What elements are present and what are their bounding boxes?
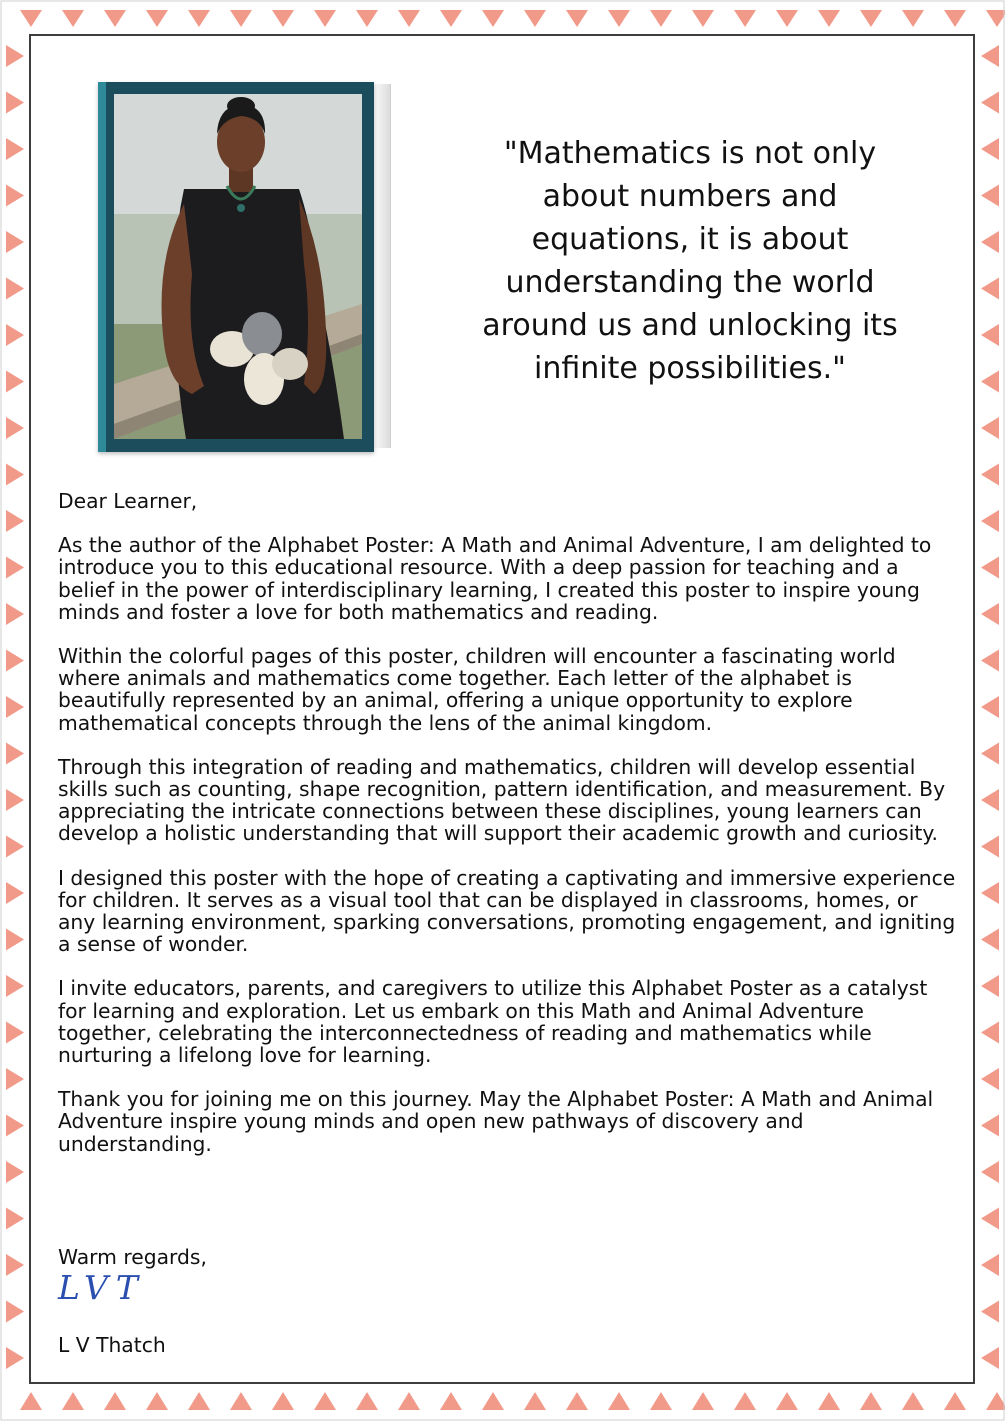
letter-paragraph-3: Through this integration of reading and mathematics, children will develop essential skills such as counting, shape recognition, pattern identification, and measurement. By appreciating the intricate connections between these disciplines, young learners can develop a holistic understanding that will support their academic growth and curiosity. xyxy=(58,754,946,846)
border-triangle xyxy=(981,138,999,160)
border-triangle xyxy=(6,650,24,672)
border-triangle xyxy=(981,1208,999,1230)
border-triangle xyxy=(608,10,630,27)
salutation: Dear Learner, xyxy=(58,489,198,513)
border-triangle xyxy=(6,371,24,393)
border-triangle xyxy=(860,10,882,27)
border-triangle xyxy=(6,138,24,160)
border-triangle xyxy=(818,1392,840,1410)
border-triangle xyxy=(62,1392,84,1410)
border-triangle xyxy=(6,1347,24,1369)
letter-paragraph-4: I designed this poster with the hope of creating a captivating and immersive experience for children. It serves as a visual tool that can be displayed in classrooms, homes, or any learning environment, sparking conversations, promoting engagement, and igniting a sense of wonder. xyxy=(58,865,956,957)
border-triangle xyxy=(104,10,126,27)
border-triangle xyxy=(6,1161,24,1183)
border-triangle xyxy=(650,1392,672,1410)
letter-body xyxy=(58,490,958,1177)
border-triangle xyxy=(188,10,210,27)
border-triangle xyxy=(981,557,999,579)
border-triangle xyxy=(566,10,588,27)
border-triangle xyxy=(981,92,999,114)
border-triangle xyxy=(981,743,999,765)
border-triangle xyxy=(981,417,999,439)
border-triangle xyxy=(440,10,462,27)
border-triangle xyxy=(440,1392,462,1410)
border-triangle xyxy=(104,1392,126,1410)
border-triangle xyxy=(860,1392,882,1410)
border-triangle xyxy=(981,278,999,300)
border-triangle xyxy=(981,1022,999,1044)
border-triangle xyxy=(6,975,24,997)
book-cover-image xyxy=(98,72,394,452)
border-triangle xyxy=(230,10,252,27)
border-triangle xyxy=(6,696,24,718)
border-triangle xyxy=(981,324,999,346)
border-triangle xyxy=(981,1115,999,1137)
border-triangle xyxy=(818,10,840,27)
border-triangle xyxy=(981,371,999,393)
border-triangle xyxy=(20,1392,42,1410)
border-triangle xyxy=(6,929,24,951)
border-triangle xyxy=(981,510,999,532)
border-triangle xyxy=(6,789,24,811)
border-triangle xyxy=(482,10,504,27)
border-triangle xyxy=(902,1392,924,1410)
border-triangle xyxy=(6,510,24,532)
border-triangle xyxy=(981,185,999,207)
border-triangle xyxy=(6,557,24,579)
border-triangle xyxy=(62,10,84,27)
border-triangle xyxy=(398,1392,420,1410)
letter-paragraph-6: Thank you for joining me on this journey. May the Alphabet Poster: A Math and Animal Adventure inspire young minds and open new pathways of discovery and understanding. xyxy=(58,1087,934,1156)
border-triangle xyxy=(6,417,24,439)
author-quote: "Mathematics is not only about numbers and equations, it is about understanding the world around us and unlocking its infinite possibilities." xyxy=(482,136,898,386)
letter-paragraph-1: As the author of the Alphabet Poster: A Math and Animal Adventure, I am delighted to introduce you to this educational resource. With a deep passion for teaching and a belief in the power of interdisciplinary learning, I created this poster to inspire young minds and foster a love for both mathematics and reading. xyxy=(58,533,932,624)
border-triangle xyxy=(6,1208,24,1230)
border-triangle xyxy=(6,45,24,67)
border-triangle xyxy=(981,650,999,672)
border-triangle xyxy=(566,1392,588,1410)
border-triangle xyxy=(981,929,999,951)
border-triangle xyxy=(314,10,336,27)
border-triangle xyxy=(981,696,999,718)
border-triangle xyxy=(230,1392,252,1410)
border-triangle xyxy=(776,10,798,27)
border-triangle xyxy=(398,10,420,27)
border-triangle xyxy=(6,464,24,486)
border-triangle xyxy=(902,10,924,27)
border-triangle xyxy=(692,1392,714,1410)
border-triangle xyxy=(981,882,999,904)
border-triangle xyxy=(944,10,966,27)
closing-line: Warm regards, xyxy=(58,1245,207,1269)
border-triangle xyxy=(692,10,714,27)
border-triangle xyxy=(6,231,24,253)
border-triangle xyxy=(981,1347,999,1369)
border-triangle xyxy=(6,836,24,858)
border-triangle xyxy=(981,975,999,997)
border-triangle xyxy=(6,603,24,625)
letter-paragraph-2: Within the colorful pages of this poster, children will encounter a fascinating world where animals and mathematics come together. Each letter of the alphabet is beautifully represented by an animal, offering a unique opportunity to explore mathematical concepts through the lens of the animal kingdom. xyxy=(58,644,896,735)
border-triangle xyxy=(146,10,168,27)
border-triangle xyxy=(6,324,24,346)
author-name: L V Thatch xyxy=(58,1333,166,1357)
border-triangle xyxy=(986,1392,1005,1410)
author-portrait-illustration xyxy=(114,94,362,439)
border-triangle xyxy=(524,10,546,27)
book-spine xyxy=(98,82,106,452)
letter-paragraph-5: I invite educators, parents, and caregivers to utilize this Alphabet Poster as a catalyst for learning and exploration. Let us embark on this Math and Animal Adventure together, celebrating the interconnectedness of reading and mathematics while nurturing a lifelong love for learning. xyxy=(58,976,928,1068)
border-triangle xyxy=(20,10,42,27)
border-triangle xyxy=(944,1392,966,1410)
border-triangle xyxy=(981,603,999,625)
border-triangle xyxy=(6,1115,24,1137)
border-triangle xyxy=(608,1392,630,1410)
border-triangle xyxy=(981,1301,999,1323)
border-triangle xyxy=(524,1392,546,1410)
border-triangle xyxy=(6,1301,24,1323)
border-triangle xyxy=(6,743,24,765)
border-triangle xyxy=(981,45,999,67)
border-triangle xyxy=(776,1392,798,1410)
border-triangle xyxy=(986,10,1005,27)
border-triangle xyxy=(314,1392,336,1410)
author-photo xyxy=(114,94,362,439)
handwritten-signature: LVT xyxy=(58,1268,146,1307)
border-triangle xyxy=(6,882,24,904)
border-triangle xyxy=(734,1392,756,1410)
border-triangle xyxy=(188,1392,210,1410)
border-triangle xyxy=(356,1392,378,1410)
border-triangle xyxy=(482,1392,504,1410)
border-triangle xyxy=(272,1392,294,1410)
border-triangle xyxy=(981,836,999,858)
border-triangle xyxy=(146,1392,168,1410)
border-triangle xyxy=(6,185,24,207)
border-triangle xyxy=(981,789,999,811)
border-triangle xyxy=(981,1161,999,1183)
border-triangle xyxy=(6,92,24,114)
border-triangle xyxy=(981,231,999,253)
border-triangle xyxy=(981,464,999,486)
border-triangle xyxy=(981,1254,999,1276)
border-triangle xyxy=(650,10,672,27)
border-triangle xyxy=(6,1022,24,1044)
border-triangle xyxy=(6,1068,24,1090)
border-triangle xyxy=(6,278,24,300)
border-triangle xyxy=(6,1254,24,1276)
border-triangle xyxy=(272,10,294,27)
border-triangle xyxy=(734,10,756,27)
border-triangle xyxy=(981,1068,999,1090)
border-triangle xyxy=(356,10,378,27)
